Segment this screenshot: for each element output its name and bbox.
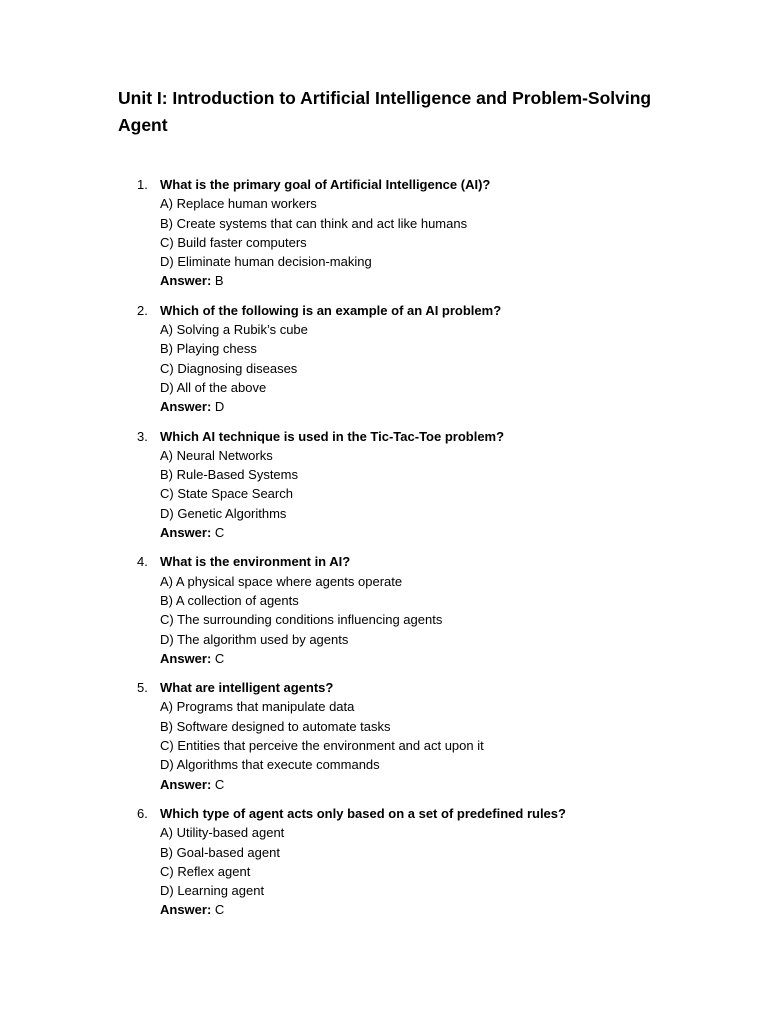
answer-value: C xyxy=(214,650,225,666)
option-d: D) Genetic Algorithms xyxy=(160,505,287,521)
question-item xyxy=(0,175,768,291)
answer-label: Answer: xyxy=(160,902,212,918)
option-d: D) Algorithms that execute commands xyxy=(160,757,380,773)
option-d: D) Learning agent xyxy=(160,883,265,899)
answer-value: B xyxy=(214,273,224,289)
option-b: B) Software designed to automate tasks xyxy=(160,718,391,734)
question-number: 1. xyxy=(137,177,148,192)
question-body xyxy=(160,427,768,543)
option-b: B) Create systems that can think and act like humans xyxy=(160,215,468,231)
option-c: C) Build faster computers xyxy=(160,234,307,250)
answer-label: Answer: xyxy=(160,776,212,792)
answer-value: C xyxy=(214,525,225,541)
option-a: A) A physical space where agents operate xyxy=(160,573,403,589)
answer-line xyxy=(160,775,768,794)
answer-label: Answer: xyxy=(160,273,212,289)
question-text: What is the environment in AI? xyxy=(160,554,351,570)
answer-line xyxy=(160,397,768,416)
question-number: 3. xyxy=(137,428,148,444)
answer-value: C xyxy=(214,902,225,918)
answer-value: C xyxy=(214,776,225,792)
option-a: A) Replace human workers xyxy=(160,196,317,212)
option-a: A) Solving a Rubik’s cube xyxy=(160,322,308,338)
option-c: C) Reflex agent xyxy=(160,863,251,879)
page-title: Unit I: Introduction to Artificial Intelligence and Problem-Solving Agent xyxy=(118,88,652,135)
question-body xyxy=(160,175,768,291)
option-a: A) Neural Networks xyxy=(160,447,273,463)
question-number: 6. xyxy=(137,805,148,821)
question-text: Which type of agent acts only based on a set of predefined rules? xyxy=(160,805,566,821)
answer-line xyxy=(160,649,768,668)
question-body xyxy=(160,804,768,920)
question-text: What are intelligent agents? xyxy=(160,680,334,696)
option-b: B) Rule-Based Systems xyxy=(160,467,298,483)
answer-label: Answer: xyxy=(160,399,212,415)
option-d: D) The algorithm used by agents xyxy=(160,631,349,647)
answer-label: Answer: xyxy=(160,525,212,541)
option-c: C) Diagnosing diseases xyxy=(160,360,298,376)
question-item xyxy=(0,804,768,920)
option-c: C) Entities that perceive the environment and act upon it xyxy=(160,738,484,754)
option-b: B) A collection of agents xyxy=(160,592,299,608)
question-text: Which AI technique is used in the Tic-Tac-Toe problem? xyxy=(160,428,505,444)
question-body xyxy=(160,678,768,794)
option-a: A) Programs that manipulate data xyxy=(160,699,355,715)
answer-line xyxy=(160,523,768,542)
option-d: D) All of the above xyxy=(160,379,267,395)
question-number: 2. xyxy=(137,302,148,318)
answer-label: Answer: xyxy=(160,650,212,666)
question-text: Which of the following is an example of an AI problem? xyxy=(160,302,502,318)
question-text: What is the primary goal of Artificial Intelligence (AI)? xyxy=(160,177,491,192)
question-item xyxy=(0,552,768,668)
option-b: B) Playing chess xyxy=(160,341,257,357)
option-c: C) State Space Search xyxy=(160,486,293,502)
answer-line xyxy=(160,271,768,290)
answer-value: D xyxy=(214,399,225,415)
question-number: 5. xyxy=(137,680,148,696)
option-c: C) The surrounding conditions influencing agents xyxy=(160,612,443,628)
question-item xyxy=(0,427,768,543)
question-list xyxy=(0,175,768,930)
question-item xyxy=(0,678,768,794)
question-body xyxy=(160,552,768,668)
question-item xyxy=(0,301,768,417)
question-body xyxy=(160,301,768,417)
option-d: D) Eliminate human decision-making xyxy=(160,254,372,270)
option-b: B) Goal-based agent xyxy=(160,844,280,860)
question-number: 4. xyxy=(137,554,148,570)
answer-line xyxy=(160,900,768,919)
option-a: A) Utility-based agent xyxy=(160,825,285,841)
